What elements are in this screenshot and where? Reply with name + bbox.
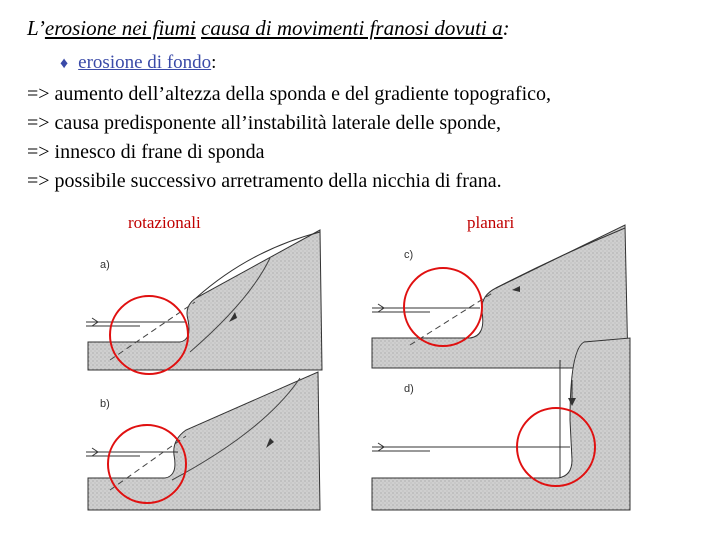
panel-a-label: a)	[100, 259, 110, 271]
panel-c-label: c)	[404, 249, 414, 261]
bullet-link[interactable]: erosione di fondo	[78, 52, 212, 73]
title-part5: :	[502, 16, 510, 40]
panel-d-label: d)	[404, 383, 414, 395]
text-line-1: => aumento dell’altezza della sponda e del gradiente topografico,	[27, 83, 552, 105]
diagram-a	[86, 230, 322, 370]
label-rotazionali: rotazionali	[128, 213, 201, 232]
bullet-colon: :	[211, 52, 217, 73]
title-part4: causa di movimenti franosi dovuti a	[201, 16, 503, 40]
title-part1: L’	[27, 16, 45, 40]
text-line-4: => possibile successivo arretramento della nicchia di frana.	[27, 170, 502, 192]
text-line-3: => innesco di frane di sponda	[27, 141, 265, 163]
diamond-bullet-icon: ♦	[60, 55, 69, 72]
title-part2: erosione nei fiumi	[44, 16, 196, 40]
diagram-b	[86, 372, 320, 510]
text-line-2: => causa predisponente all’instabilità laterale delle sponde,	[27, 112, 502, 134]
panel-b-label: b)	[100, 398, 110, 410]
label-planari: planari	[467, 213, 515, 232]
